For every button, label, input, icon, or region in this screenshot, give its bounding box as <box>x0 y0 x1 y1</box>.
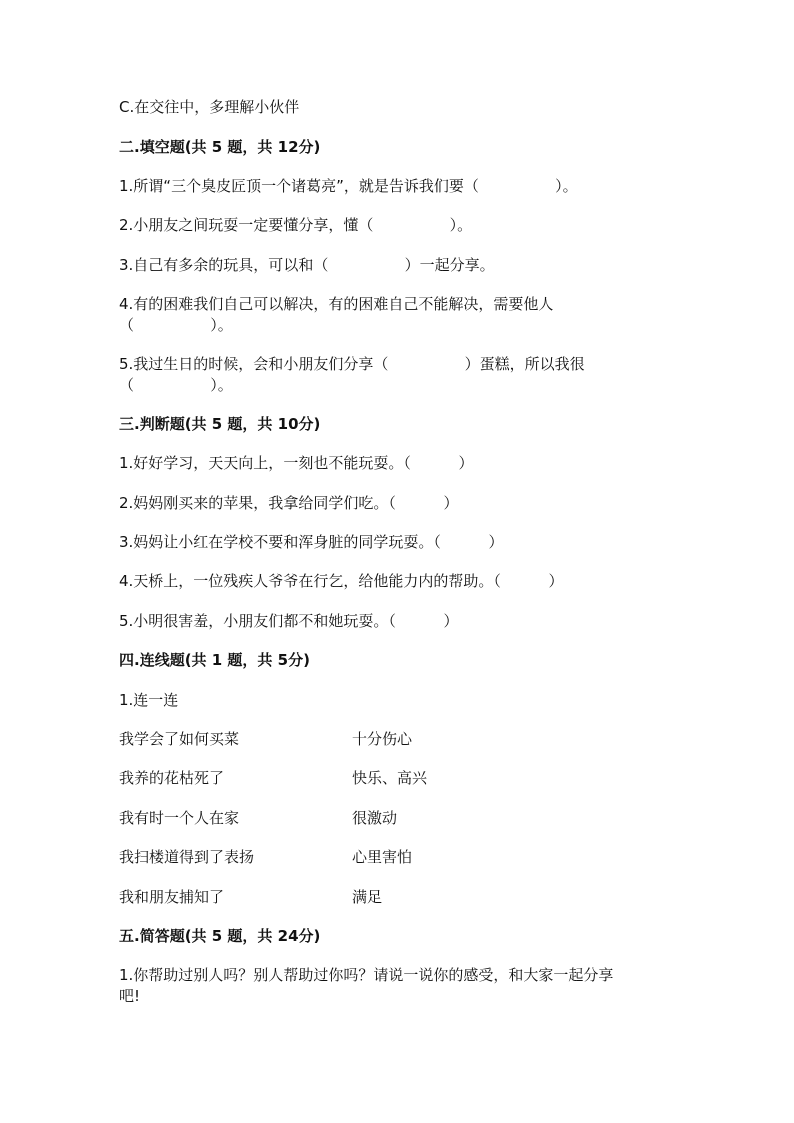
fill-blank-question-4-line-2: （ ）。 <box>119 316 233 334</box>
matching-left-item: 我有时一个人在家 <box>119 809 240 827</box>
matching-left-item: 我和朋友捕知了 <box>119 888 225 906</box>
true-false-question-1: 1.好好学习，天天向上，一刻也不能玩耍。（ ） <box>119 454 474 472</box>
fill-blank-question-5-line-2: （ ）。 <box>119 376 233 394</box>
fill-blank-question-3: 3.自己有多余的玩具，可以和（ ）一起分享。 <box>119 256 495 274</box>
true-false-question-4: 4.天桥上，一位残疾人爷爷在行乞，给他能力内的帮助。（ ） <box>119 572 564 590</box>
section-heading-short-answer: 五.简答题(共 5 题，共 24分) <box>119 927 321 945</box>
matching-right-item: 快乐、高兴 <box>352 769 428 787</box>
matching-left-item: 我养的花枯死了 <box>119 769 225 787</box>
true-false-question-5: 5.小明很害羞，小朋友们都不和她玩耍。（ ） <box>119 612 459 630</box>
fill-blank-question-2: 2.小朋友之间玩耍一定要懂分享，懂（ ）。 <box>119 216 473 234</box>
fill-blank-question-4-line-1: 4.有的困难我们自己可以解决，有的困难自己不能解决，需要他人 <box>119 295 554 313</box>
short-answer-question-1-line-1: 1.你帮助过别人吗？别人帮助过你吗？请说一说你的感受，和大家一起分享 <box>119 966 614 984</box>
section-heading-true-false: 三.判断题(共 5 题，共 10分) <box>119 415 321 433</box>
previous-option-c: C.在交往中，多理解小伙伴 <box>119 98 300 116</box>
fill-blank-question-1: 1.所谓“三个臭皮匠顶一个诸葛亮”，就是告诉我们要（ ）。 <box>119 177 578 195</box>
matching-left-item: 我学会了如何买菜 <box>119 730 240 748</box>
fill-blank-question-5-line-1: 5.我过生日的时候，会和小朋友们分享（ ）蛋糕，所以我很 <box>119 355 585 373</box>
true-false-question-2: 2.妈妈刚买来的苹果，我拿给同学们吃。（ ） <box>119 494 459 512</box>
matching-left-item: 我扫楼道得到了表扬 <box>119 848 255 866</box>
matching-right-item: 满足 <box>352 888 383 906</box>
section-heading-matching: 四.连线题(共 1 题，共 5分) <box>119 651 310 669</box>
matching-right-item: 很激动 <box>352 809 398 827</box>
short-answer-question-1-line-2: 吧! <box>119 987 141 1005</box>
section-heading-fill-blank: 二.填空题(共 5 题，共 12分) <box>119 138 321 156</box>
matching-question-1: 1.连一连 <box>119 691 179 709</box>
true-false-question-3: 3.妈妈让小红在学校不要和浑身脏的同学玩耍。（ ） <box>119 533 504 551</box>
matching-right-item: 心里害怕 <box>352 848 413 866</box>
matching-right-item: 十分伤心 <box>352 730 413 748</box>
